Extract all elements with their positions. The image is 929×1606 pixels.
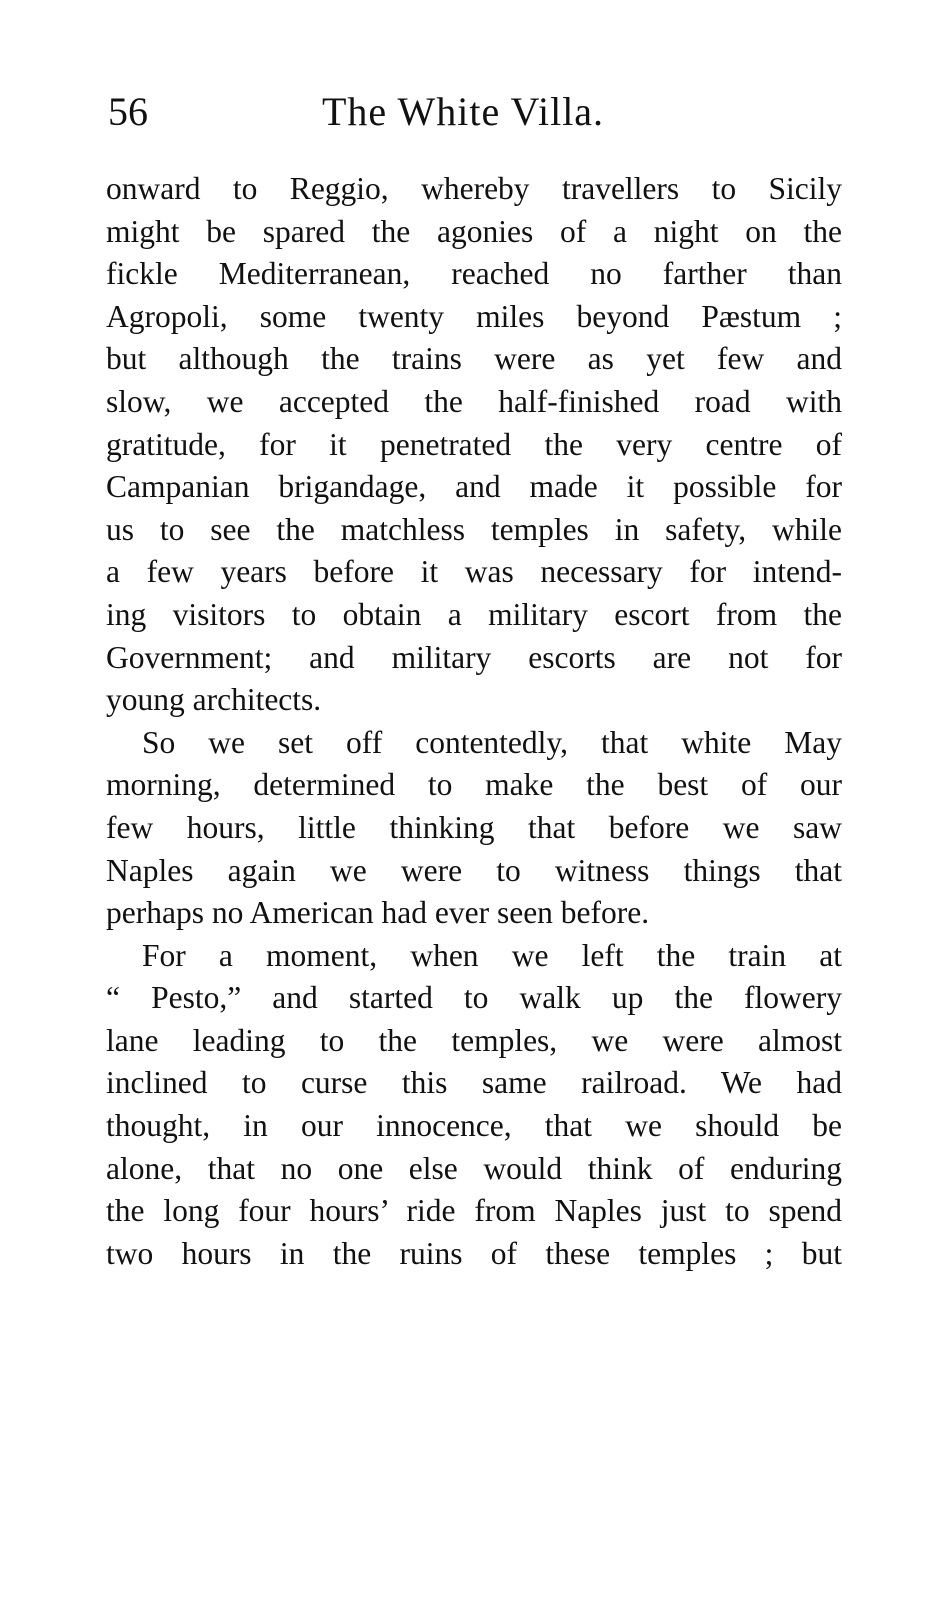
text-line: might be spared the agonies of a night on the [106, 213, 842, 249]
text-line: onward to Reggio, whereby travellers to Sicily [106, 171, 842, 206]
text-line: but although the trains were as yet few and [106, 341, 842, 377]
text-line: thought, in our innocence, that we should be [106, 1108, 842, 1144]
text-line: morning, determined to make the best of our [106, 767, 842, 803]
page-number: 56 [108, 89, 148, 134]
text-line: lane leading to the temples, we were almost [106, 1022, 842, 1058]
running-head [108, 86, 848, 138]
text-line: Campanian brigandage, and made it possible for [106, 469, 842, 505]
text-line: few hours, little thinking that before we saw [106, 809, 842, 845]
text-line: slow, we accepted the half-finished road with [106, 383, 842, 419]
text-line: us to see the matchless temples in safety, while [106, 511, 842, 547]
text-line: Naples again we were to witness things that [106, 852, 842, 888]
running-title: The White Villa. [322, 89, 605, 134]
text-line: Government; and military escorts are not for [106, 639, 842, 675]
paragraph-end-line: young architects. [106, 682, 322, 718]
text-line: “ Pesto,” and started to walk up the flowery [106, 980, 842, 1016]
text-line: two hours in the ruins of these temples ; but [106, 1235, 842, 1271]
text-line: a few years before it was necessary for intend- [106, 554, 842, 590]
text-line: the long four hours’ ride from Naples just to spend [106, 1193, 842, 1229]
paragraph-start-line: So we set off contentedly, that white May [142, 724, 842, 760]
body-text [106, 168, 842, 1275]
text-line: fickle Mediterranean, reached no farther than [106, 256, 842, 292]
paragraph-start-line: For a moment, when we left the train at [142, 937, 842, 973]
text-line: ing visitors to obtain a military escort from the [106, 596, 842, 632]
paragraph-end-line: perhaps no American had ever seen before. [106, 895, 650, 931]
text-line: Agropoli, some twenty miles beyond Pæstum ; [106, 298, 842, 334]
text-line: inclined to curse this same railroad. We had [106, 1065, 842, 1101]
text-line: alone, that no one else would think of enduring [106, 1150, 842, 1186]
text-line: gratitude, for it penetrated the very centre of [106, 426, 842, 462]
